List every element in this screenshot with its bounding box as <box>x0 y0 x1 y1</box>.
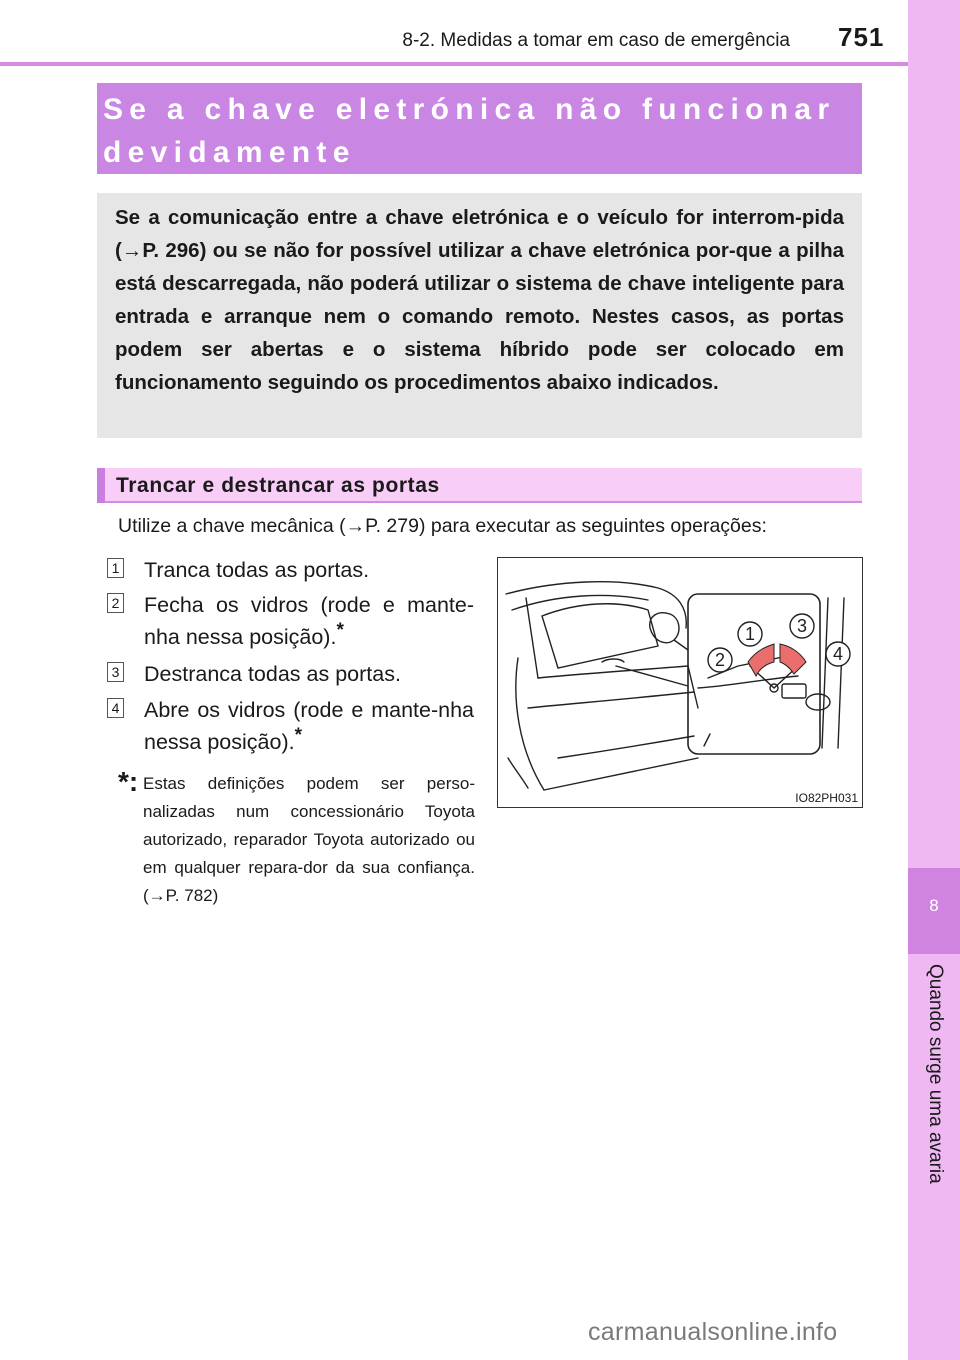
header-rule <box>0 62 908 66</box>
key-illustration <box>497 557 863 808</box>
step-number: 2 <box>107 593 124 613</box>
intro-text: Se a comunicação entre a chave eletrónica e o veículo for interrom-pida (→P. 296) ou se não for possível utilizar a chave eletrónica por-que a pilha está descarregada, não poderá utilizar o sistema de chave inteligente para entrada e arranque nem o comando remoto. Nestes casos, as portas podem ser abertas e o sistema híbrido pode ser colocado em funcionamento seguindo os procedimentos abaixo indicados. <box>115 206 844 394</box>
callout-2: 2 <box>714 650 726 670</box>
step-text: Tranca todas as portas. <box>144 558 370 582</box>
footnote-text: Estas definições podem ser perso-nalizadas num concessionário Toyota autorizado, reparador Toyota autorizado ou em qualquer repara-dor da sua confiança. (→P. 782) <box>143 774 475 905</box>
step-number: 4 <box>107 698 124 718</box>
section-title-box <box>97 83 862 174</box>
callout-4: 4 <box>832 644 844 664</box>
section-title-line-1: Se a chave eletrónica não funcionar <box>103 93 836 126</box>
figure-code: IO82PH031 <box>795 791 858 805</box>
subheading-box <box>97 468 862 503</box>
running-header: 8-2. Medidas a tomar em caso de emergência <box>402 30 790 51</box>
step-number: 3 <box>107 662 124 682</box>
footnote-marker: *: <box>118 766 139 797</box>
section-title-line-2: devidamente <box>103 136 356 169</box>
subheading: Trancar e destrancar as portas <box>116 474 440 497</box>
callout-1: 1 <box>744 624 756 644</box>
step-text: Destranca todas as portas. <box>144 662 401 686</box>
chapter-title: Quando surge uma avaria <box>925 964 946 1184</box>
lead-text: Utilize a chave mecânica (→P. 279) para executar as seguintes operações: <box>118 515 767 537</box>
intro-box <box>97 193 862 438</box>
subheading-accent-bar <box>97 468 105 503</box>
step-text: Abre os vidros (rode e mante-nha nessa posição).* <box>144 698 474 754</box>
asterisk-footnote-mark: * <box>294 724 302 746</box>
step-number: 1 <box>107 558 124 578</box>
car-door-key-drawing <box>498 558 862 807</box>
asterisk-footnote-mark: * <box>336 619 344 641</box>
step-text: Fecha os vidros (rode e mante-nha nessa posição).* <box>144 593 474 649</box>
watermark: carmanualsonline.info <box>588 1318 838 1346</box>
page-number: 751 <box>838 22 885 52</box>
chapter-number: 8 <box>908 868 960 954</box>
callout-3: 3 <box>796 616 808 636</box>
